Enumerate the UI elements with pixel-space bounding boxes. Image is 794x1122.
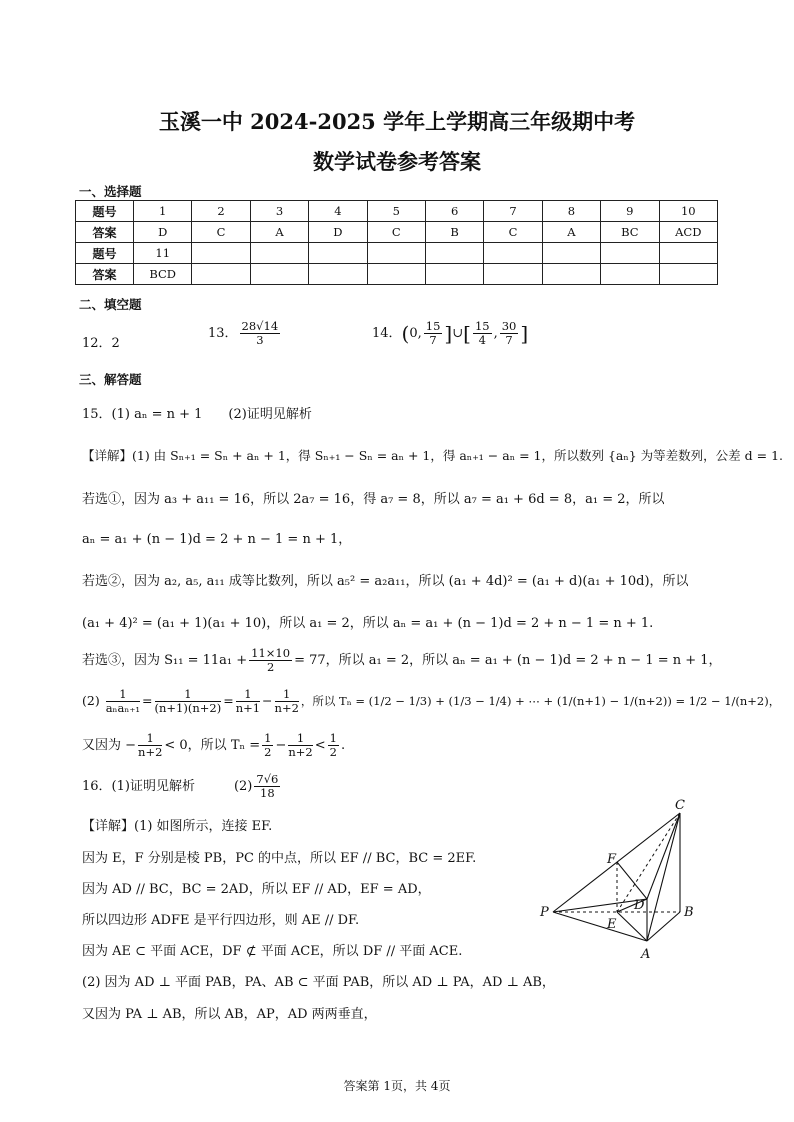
table-cell: 7 [484, 201, 542, 222]
text: − [275, 738, 287, 753]
q16-answer [82, 773, 282, 800]
table-cell: 3 [250, 201, 308, 222]
fraction [473, 320, 492, 347]
denominator: 2 [266, 660, 275, 674]
table-cell: 6 [425, 201, 483, 222]
numerator: 1 [275, 688, 299, 702]
edge-PA [553, 912, 647, 941]
right-bracket: ] [444, 321, 453, 346]
q16-detail-4: 所以四边形 ADFE 是平行四边形，则 AE // DF. [82, 913, 360, 928]
q15-case3 [82, 647, 722, 674]
text: = 77，所以 a₁ = 2，所以 aₙ = a₁ + (n − 1)d = 2 + n − 1 = n + 1， [294, 653, 722, 668]
numerator: 1 [138, 732, 162, 746]
table-row [76, 243, 718, 264]
table-cell: 10 [659, 201, 717, 222]
numerator: 1 [106, 688, 140, 702]
answer-13 [208, 320, 282, 347]
numerator: 1 [155, 688, 222, 702]
label-B: B [684, 905, 694, 920]
q15-part2 [82, 688, 780, 715]
numerator: 28√14 [241, 319, 279, 333]
numerator: 7√6 [256, 772, 279, 786]
table-cell: 11 [134, 243, 192, 264]
fraction [249, 647, 292, 674]
table-row [76, 201, 718, 222]
page-title-line1: 玉溪一中 2024-2025 学年上学期高三年级期中考 [158, 109, 636, 134]
table-cell [309, 264, 367, 285]
interval-start: 0, [409, 326, 422, 341]
numerator: 11×10 [251, 646, 291, 660]
q15-case2-b: (a₁ + 4)² = (a₁ + 1)(a₁ + 10)，所以 a₁ = 2，所以 aₙ = a₁ + (n − 1)d = 2 + n − 1 = n + 1. [82, 616, 654, 631]
denominator: n+1 [235, 701, 261, 715]
fraction [106, 688, 140, 715]
label-A: A [641, 947, 651, 962]
numerator: 1 [236, 688, 260, 702]
fraction [254, 773, 280, 800]
numerator: 30 [501, 319, 517, 333]
table-cell: B [425, 222, 483, 243]
answer-12: 12．2 [82, 336, 120, 351]
numerator: 1 [264, 731, 272, 745]
denominator: aₙaₙ₊₁ [105, 701, 141, 715]
answer-14: 14．(0, $\frac{15}{7}$ ]∪[ $\frac{15}{4}$ , $\frac{30}{7}$ ] [372, 319, 529, 347]
q15-answer: 15．(1) aₙ = n + 1 (2)证明见解析 [82, 407, 312, 422]
table-row [76, 264, 718, 285]
table-cell: 5 [367, 201, 425, 222]
table-cell: 4 [309, 201, 367, 222]
denominator: n+2 [138, 745, 163, 759]
q15-case1-a: 若选①，因为 a₃ + a₁₁ = 16，所以 2a₇ = 16，得 a₇ = 8，所以 a₇ = a₁ + 6d = 8，a₁ = 2，所以 [82, 492, 665, 507]
denominator: 18 [260, 786, 275, 800]
table-cell [367, 264, 425, 285]
section-heading-choice: 一、选择题 [79, 184, 142, 199]
page-footer: 答案第 1页，共 4页 [343, 1079, 451, 1093]
answer-table [75, 200, 718, 285]
hidden-segment-EC [617, 813, 680, 912]
q13-label: 13． [208, 326, 238, 341]
label-D: D [634, 898, 645, 913]
fraction [288, 732, 312, 759]
text: < 0，所以 Tₙ = [164, 738, 261, 753]
section-heading-solutions: 三、解答题 [79, 372, 142, 387]
q16-detail-5: 因为 AE ⊂ 平面 ACE，DF ⊄ 平面 ACE，所以 DF // 平面 ACE. [82, 944, 463, 959]
q16-detail-6: (2) 因为 AD ⊥ 平面 PAB，PA、AB ⊂ 平面 PAB，所以 AD ⊥ PA，AD ⊥ AB， [82, 975, 555, 990]
table-cell: 答案 [76, 264, 134, 285]
table-cell [192, 264, 250, 285]
fraction [424, 320, 443, 347]
text: 16．(1)证明见解析 (2) [82, 779, 253, 794]
q14-label: 14． [372, 326, 402, 341]
numerator: 1 [288, 732, 312, 746]
fraction [328, 732, 339, 759]
q16-detail-1: 【详解】(1) 如图所示，连接 EF. [82, 819, 273, 834]
label-E: E [607, 917, 617, 932]
table-cell [250, 243, 308, 264]
text: = [142, 693, 153, 708]
denominator: n+2 [288, 745, 313, 759]
numerator: 15 [425, 319, 441, 333]
q15-case1-b: aₙ = a₁ + (n − 1)d = 2 + n − 1 = n + 1， [82, 532, 352, 547]
pyramid-figure [535, 795, 720, 965]
table-cell: 1 [134, 201, 192, 222]
label-P: P [540, 905, 549, 920]
fraction [236, 688, 260, 715]
table-cell [484, 243, 542, 264]
table-cell: ACD [659, 222, 717, 243]
denominator: 7 [429, 333, 437, 347]
table-cell: 8 [542, 201, 600, 222]
table-cell: 答案 [76, 222, 134, 243]
right-bracket: ] [520, 321, 529, 346]
table-cell [250, 264, 308, 285]
denominator: 4 [478, 333, 486, 347]
segment-FD [617, 862, 647, 899]
fraction [262, 732, 273, 759]
numerator: 1 [329, 731, 337, 745]
q15-part2-b [82, 732, 345, 759]
label-F: F [607, 852, 617, 867]
q16-detail-7: 又因为 PA ⊥ AB，所以 AB，AP，AD 两两垂直， [82, 1007, 377, 1022]
text: − [262, 693, 273, 708]
union-symbol: ∪ [452, 326, 464, 341]
edge-AB [647, 912, 680, 941]
q15-case2-a: 若选②，因为 a₂, a₅, a₁₁ 成等比数列，所以 a₅² = a₂a₁₁，所以 (a₁ + 4d)² = (a₁ + d)(a₁ + 10d)，所以 [82, 574, 689, 589]
table-cell: 题号 [76, 201, 134, 222]
numerator: 15 [474, 319, 490, 333]
table-cell: C [192, 222, 250, 243]
text: (2) [82, 693, 100, 708]
q16-detail-2: 因为 E，F 分别是棱 PB，PC 的中点，所以 EF // BC，BC = 2EF. [82, 851, 477, 866]
table-cell: 9 [601, 201, 659, 222]
table-cell: BCD [134, 264, 192, 285]
table-cell [542, 243, 600, 264]
table-cell: D [309, 222, 367, 243]
table-cell: A [542, 222, 600, 243]
table-cell [484, 264, 542, 285]
table-cell [367, 243, 425, 264]
section-heading-fill: 二、填空题 [79, 297, 142, 312]
denominator: 2 [264, 745, 272, 759]
label-C: C [675, 798, 685, 813]
table-cell [425, 243, 483, 264]
fraction [275, 688, 299, 715]
text: 若选③，因为 S₁₁ = 11a₁ + [82, 653, 248, 668]
table-cell: C [484, 222, 542, 243]
denominator: 7 [505, 333, 513, 347]
denominator: 2 [329, 745, 337, 759]
table-cell: 2 [192, 201, 250, 222]
left-paren: ( [401, 321, 410, 346]
table-cell [601, 243, 659, 264]
table-cell: 题号 [76, 243, 134, 264]
text: . [340, 738, 346, 753]
table-cell [425, 264, 483, 285]
table-cell: BC [601, 222, 659, 243]
table-cell [192, 243, 250, 264]
fraction [240, 320, 281, 347]
table-cell: A [250, 222, 308, 243]
q16-detail-3: 因为 AD // BC，BC = 2AD，所以 EF // AD，EF = AD， [82, 882, 431, 897]
table-row [76, 222, 718, 243]
fraction [138, 732, 162, 759]
denominator: (n+1)(n+2) [154, 701, 222, 715]
table-cell [659, 264, 717, 285]
edge-CA [647, 813, 680, 941]
fraction [500, 320, 519, 347]
text: = [223, 693, 234, 708]
text: 又因为 − [82, 738, 137, 753]
denominator: n+2 [274, 701, 299, 715]
q15-detail-1: 【详解】(1) 由 Sₙ₊₁ = Sₙ + aₙ + 1，得 Sₙ₊₁ − Sₙ = aₙ + 1，得 aₙ₊₁ − aₙ = 1，所以数列 {aₙ} 为等差数列，公差 d = 1. [82, 448, 784, 463]
table-cell: D [134, 222, 192, 243]
text: < [314, 738, 326, 753]
table-cell [542, 264, 600, 285]
table-cell [659, 243, 717, 264]
table-cell [601, 264, 659, 285]
fraction [155, 688, 222, 715]
text: ，所以 Tₙ = (1/2 − 1/3) + (1/3 − 1/4) + ⋯ + (1/(n+1) − 1/(n+2)) = 1/2 − 1/(n+2)， [300, 694, 781, 708]
page-title-line2: 数学试卷参考答案 [313, 149, 481, 174]
table-cell: C [367, 222, 425, 243]
table-cell [309, 243, 367, 264]
left-bracket: [ [463, 321, 471, 346]
denominator: 3 [256, 333, 264, 347]
